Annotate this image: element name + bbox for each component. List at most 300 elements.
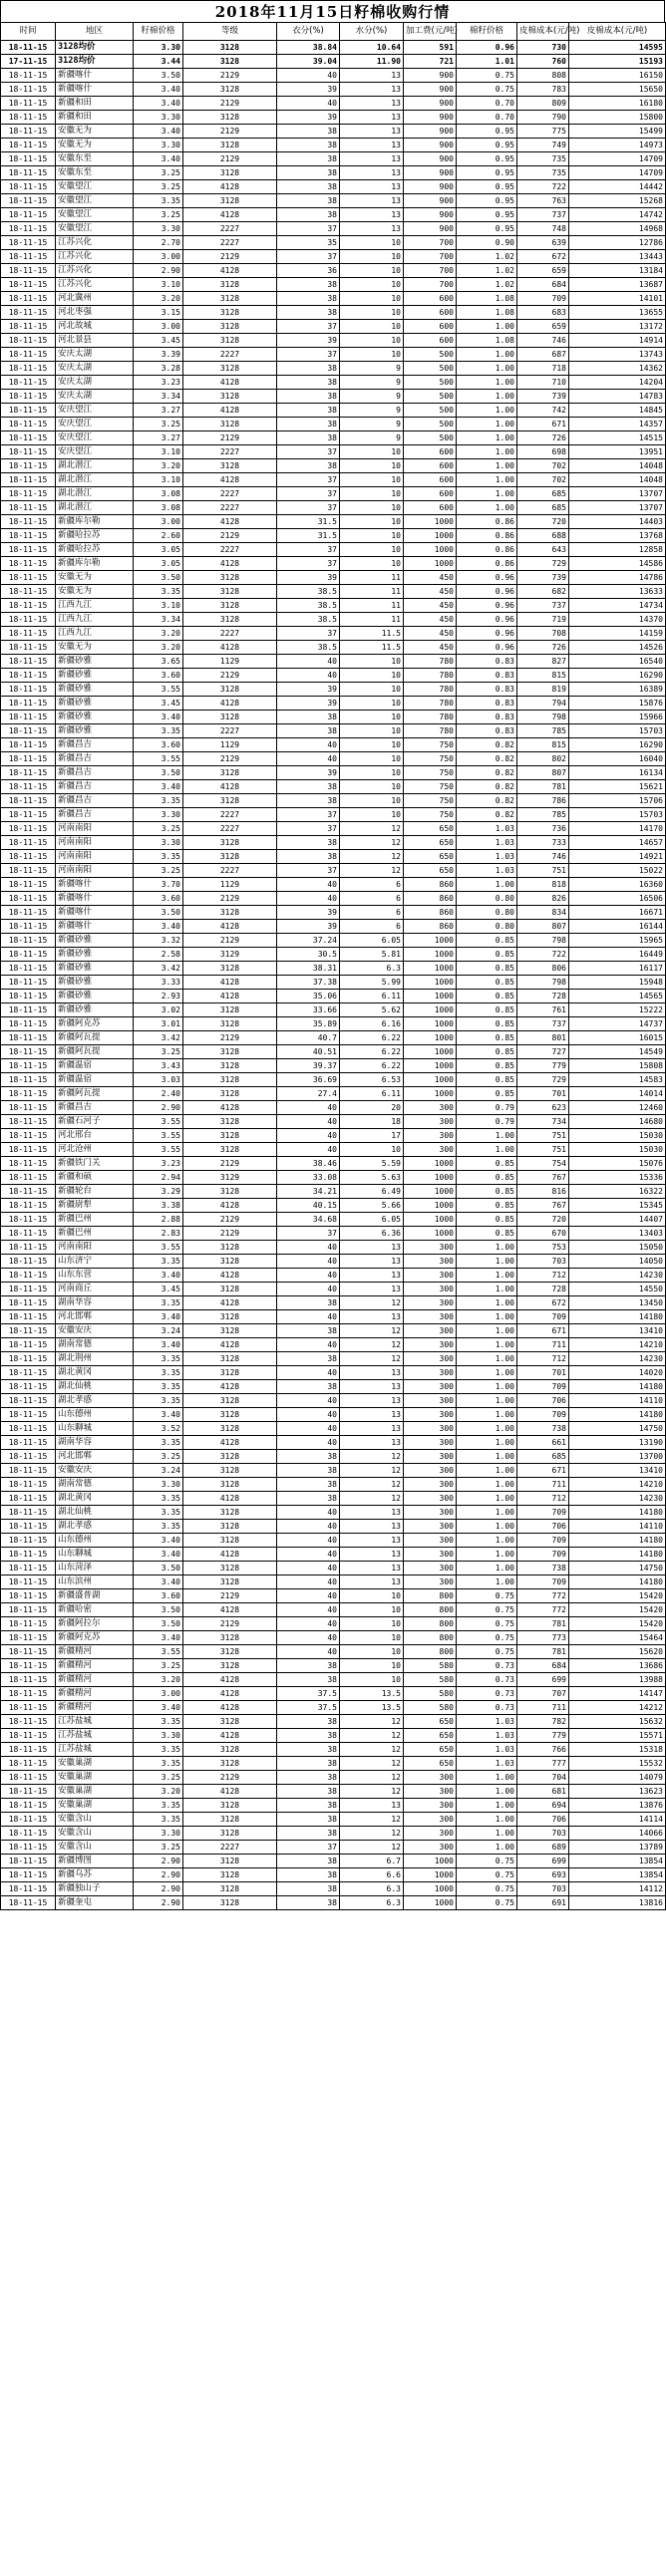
table-row: [1, 69, 666, 83]
cell-lint-percent: 39: [277, 906, 340, 920]
cell-region: 安庆望江: [56, 418, 134, 431]
table-row: [1, 1645, 666, 1659]
cell-date: 18-11-15: [1, 1645, 56, 1659]
cell-moisture: 12: [340, 1785, 404, 1799]
cell-lint-cost-a: 718: [517, 362, 569, 376]
cell-region: 新疆巴州: [56, 1227, 134, 1241]
cell-grade: 3128: [183, 711, 277, 724]
cell-cottonseed-price: 0.96: [457, 571, 517, 585]
cell-moisture: 10: [340, 334, 404, 348]
cell-date: 18-11-15: [1, 711, 56, 724]
table-row: [1, 1255, 666, 1269]
table-row: [1, 655, 666, 669]
cell-grade: 2227: [183, 348, 277, 362]
cell-seed-cotton-price: 3.55: [134, 752, 183, 766]
cell-cottonseed-price: 0.75: [457, 1896, 517, 1910]
cell-lint-percent: 40: [277, 1408, 340, 1422]
table-row: [1, 1534, 666, 1548]
cell-processing-fee: 860: [404, 878, 457, 892]
cell-grade: 2227: [183, 543, 277, 557]
cell-lint-cost-a: 685: [517, 501, 569, 515]
cell-cottonseed-price: 0.70: [457, 97, 517, 111]
cell-lint-cost-b: 13687: [569, 278, 666, 292]
cell-lint-cost-b: 12786: [569, 236, 666, 250]
cell-lint-percent: 38: [277, 1324, 340, 1338]
cell-lint-cost-a: 709: [517, 1408, 569, 1422]
cell-seed-cotton-price: 3.35: [134, 1757, 183, 1771]
cell-processing-fee: 600: [404, 306, 457, 320]
summary-row: [1, 55, 666, 69]
cell-date: 18-11-15: [1, 1771, 56, 1785]
cell-seed-cotton-price: 3.20: [134, 292, 183, 306]
cell-lint-cost-a: 751: [517, 864, 569, 878]
table-row: [1, 1631, 666, 1645]
cell-processing-fee: 300: [404, 1520, 457, 1534]
cell-grade: 2129: [183, 934, 277, 948]
cell-seed-cotton-price: 3.35: [134, 1380, 183, 1394]
cell-lint-cost-a: 746: [517, 850, 569, 864]
cell-lint-percent: 37: [277, 1227, 340, 1241]
cell-processing-fee: 600: [404, 473, 457, 487]
cell-cottonseed-price: 0.75: [457, 1645, 517, 1659]
cell-grade: 2227: [183, 501, 277, 515]
cell-lint-cost-a: 818: [517, 878, 569, 892]
cell-lint-percent: 38: [277, 1743, 340, 1757]
cell-grade: 2227: [183, 822, 277, 836]
table-row: [1, 1659, 666, 1673]
cell-lint-percent: 39: [277, 83, 340, 97]
cell-processing-fee: 300: [404, 1394, 457, 1408]
cell-lint-cost-a: 798: [517, 711, 569, 724]
cell-lint-cost-a: 703: [517, 1882, 569, 1896]
cell-grade: 4128: [183, 1701, 277, 1715]
cell-date: 18-11-15: [1, 1478, 56, 1492]
cell-lint-cost-b: 15571: [569, 1729, 666, 1743]
cell-seed-cotton-price: 3.35: [134, 194, 183, 208]
cell-moisture: 6.36: [340, 1227, 404, 1241]
cell-cottonseed-price: 0.83: [457, 669, 517, 683]
cell-lint-percent: 40: [277, 1645, 340, 1659]
cell-lint-percent: 38: [277, 166, 340, 180]
cell-grade: 3128: [183, 599, 277, 613]
cell-date: 18-11-15: [1, 920, 56, 934]
cell-lint-cost-b: 14180: [569, 1506, 666, 1520]
cell-region: 山东东营: [56, 1269, 134, 1283]
cell-processing-fee: 1000: [404, 1045, 457, 1059]
cell-region: 新疆精河: [56, 1673, 134, 1687]
cell-seed-cotton-price: 3.42: [134, 1031, 183, 1045]
cell-lint-cost-b: 14362: [569, 362, 666, 376]
cell-date: 18-11-15: [1, 1296, 56, 1310]
cell-lint-percent: 40: [277, 878, 340, 892]
cell-processing-fee: 800: [404, 1589, 457, 1603]
table-row: [1, 1464, 666, 1478]
cell-seed-cotton-price: 3.30: [134, 808, 183, 822]
cell-seed-cotton-price: 3.35: [134, 1352, 183, 1366]
cell-processing-fee: 750: [404, 808, 457, 822]
cell-date: 18-11-15: [1, 836, 56, 850]
cell-lint-cost-a: 806: [517, 962, 569, 976]
table-row: [1, 487, 666, 501]
cell-lint-cost-b: 14709: [569, 152, 666, 166]
cell-region: 新疆阿瓦提: [56, 1031, 134, 1045]
cell-lint-cost-a: 698: [517, 445, 569, 459]
cell-date: 18-11-15: [1, 1366, 56, 1380]
cell-lint-cost-a: 746: [517, 334, 569, 348]
cell-moisture: 13: [340, 222, 404, 236]
cell-lint-cost-a: 751: [517, 1129, 569, 1143]
cell-grade: 2227: [183, 445, 277, 459]
cell-region: 安徽巢湖: [56, 1785, 134, 1799]
cell-processing-fee: 300: [404, 1813, 457, 1827]
cell-region: 新疆砂雅: [56, 724, 134, 738]
table-row: [1, 683, 666, 697]
cell-seed-cotton-price: 3.20: [134, 627, 183, 641]
cell-grade: 3129: [183, 1171, 277, 1185]
cell-processing-fee: 750: [404, 766, 457, 780]
cell-date: 18-11-15: [1, 976, 56, 990]
cell-region: 新疆砂雅: [56, 1003, 134, 1017]
cell-grade: 3128: [183, 166, 277, 180]
cell-lint-cost-a: 670: [517, 1227, 569, 1241]
cell-lint-percent: 40: [277, 1394, 340, 1408]
cell-region: 新疆砂雅: [56, 976, 134, 990]
cell-lint-percent: 30.5: [277, 948, 340, 962]
cell-seed-cotton-price: 3.25: [134, 1659, 183, 1673]
cell-seed-cotton-price: 3.35: [134, 1799, 183, 1813]
cell-region: 河北沧州: [56, 1143, 134, 1157]
cell-region: 山东济宁: [56, 1255, 134, 1269]
cell-cottonseed-price: 0.85: [457, 1199, 517, 1213]
cell-moisture: 5.81: [340, 948, 404, 962]
cell-lint-percent: 38: [277, 1757, 340, 1771]
table-row: [1, 613, 666, 627]
cell-lint-cost-a: 720: [517, 1213, 569, 1227]
cell-moisture: 13: [340, 1506, 404, 1520]
cell-lint-cost-b: 14210: [569, 1478, 666, 1492]
cell-cottonseed-price: 0.95: [457, 180, 517, 194]
cell-lint-percent: 38: [277, 194, 340, 208]
cell-lint-cost-a: 827: [517, 655, 569, 669]
cell-lint-cost-a: 685: [517, 487, 569, 501]
cell-region: 新疆和硕: [56, 1171, 134, 1185]
cell-date: 18-11-15: [1, 208, 56, 222]
cell-region: 新疆喀什: [56, 920, 134, 934]
cell-seed-cotton-price: 3.25: [134, 1841, 183, 1855]
cell-lint-cost-a: 684: [517, 1659, 569, 1673]
cell-moisture: 9: [340, 390, 404, 404]
cell-cottonseed-price: 1.03: [457, 864, 517, 878]
cell-lint-percent: 37.38: [277, 976, 340, 990]
cell-lint-cost-b: 15876: [569, 697, 666, 711]
cell-grade: 3128: [183, 1827, 277, 1841]
cell-seed-cotton-price: 2.90: [134, 1882, 183, 1896]
cell-lint-cost-a: 671: [517, 1324, 569, 1338]
cell-seed-cotton-price: 3.29: [134, 1185, 183, 1199]
cell-moisture: 10: [340, 655, 404, 669]
cell-grade: 3129: [183, 948, 277, 962]
cell-lint-cost-b: 14742: [569, 208, 666, 222]
cell-moisture: 13: [340, 152, 404, 166]
cell-moisture: 13: [340, 194, 404, 208]
cell-lint-cost-a: 711: [517, 1478, 569, 1492]
cell-region: 安徽巢湖: [56, 1771, 134, 1785]
cell-cottonseed-price: 0.79: [457, 1101, 517, 1115]
table-row: [1, 1296, 666, 1310]
cell-processing-fee: 1000: [404, 1003, 457, 1017]
cell-processing-fee: 450: [404, 627, 457, 641]
table-row: [1, 1422, 666, 1436]
cell-date: 18-11-15: [1, 571, 56, 585]
cell-lint-cost-b: 13707: [569, 487, 666, 501]
cell-seed-cotton-price: 3.50: [134, 571, 183, 585]
cell-cottonseed-price: 0.85: [457, 948, 517, 962]
cell-processing-fee: 650: [404, 836, 457, 850]
table-row: [1, 236, 666, 250]
cell-processing-fee: 580: [404, 1687, 457, 1701]
cell-region: 安徽巢湖: [56, 1799, 134, 1813]
table-row: [1, 1478, 666, 1492]
cell-lint-cost-b: 15706: [569, 794, 666, 808]
cell-lint-percent: 40: [277, 97, 340, 111]
header-moisture: 水分(%): [340, 23, 404, 41]
cell-lint-cost-b: 13450: [569, 1296, 666, 1310]
cell-lint-cost-b: 13988: [569, 1673, 666, 1687]
cell-lint-cost-b: 16015: [569, 1031, 666, 1045]
cell-cottonseed-price: 0.85: [457, 962, 517, 976]
cell-grade: 4128: [183, 264, 277, 278]
cell-lint-cost-b: 14586: [569, 557, 666, 571]
cell-seed-cotton-price: 3.15: [134, 306, 183, 320]
cell-lint-cost-b: 15222: [569, 1003, 666, 1017]
cell-lint-percent: 40: [277, 1310, 340, 1324]
cell-lint-cost-a: 709: [517, 292, 569, 306]
cell-moisture: 5.59: [340, 1157, 404, 1171]
cell-cottonseed-price: 1.03: [457, 1729, 517, 1743]
cell-date: 18-11-15: [1, 1450, 56, 1464]
cell-region: 安庆太湖: [56, 362, 134, 376]
cell-moisture: 6.16: [340, 1017, 404, 1031]
cell-lint-percent: 36: [277, 264, 340, 278]
cell-seed-cotton-price: 3.25: [134, 1771, 183, 1785]
cell-lint-cost-b: 14180: [569, 1310, 666, 1324]
cell-lint-cost-b: 15965: [569, 934, 666, 948]
cell-cottonseed-price: 1.00: [457, 431, 517, 445]
cell-seed-cotton-price: 3.40: [134, 1631, 183, 1645]
cell-grade: 3128: [183, 1868, 277, 1882]
cell-processing-fee: 800: [404, 1631, 457, 1645]
cell-seed-cotton-price: 3.60: [134, 892, 183, 906]
cell-moisture: 13: [340, 1422, 404, 1436]
cell-grade: 3128: [183, 1575, 277, 1589]
cell-moisture: 6.49: [340, 1185, 404, 1199]
cell-cottonseed-price: 0.85: [457, 1087, 517, 1101]
cell-processing-fee: 900: [404, 222, 457, 236]
cell-cottonseed-price: 1.00: [457, 1352, 517, 1366]
cell-processing-fee: 300: [404, 1422, 457, 1436]
table-row: [1, 1771, 666, 1785]
cell-seed-cotton-price: 3.55: [134, 1129, 183, 1143]
cell-grade: 3128: [183, 1073, 277, 1087]
cell-cottonseed-price: 0.85: [457, 1003, 517, 1017]
cell-lint-cost-b: 14407: [569, 1213, 666, 1227]
header-row: [1, 23, 666, 41]
cell-region: 安徽无为: [56, 585, 134, 599]
cell-lint-cost-b: 15621: [569, 780, 666, 794]
cell-seed-cotton-price: 3.40: [134, 97, 183, 111]
cell-moisture: 13: [340, 111, 404, 125]
cell-lint-cost-b: 15420: [569, 1589, 666, 1603]
cell-region: 湖北荆州: [56, 1352, 134, 1366]
cell-lint-percent: 40: [277, 738, 340, 752]
cell-cottonseed-price: 1.00: [457, 1283, 517, 1296]
table-row: [1, 376, 666, 390]
cell-cottonseed-price: 0.95: [457, 139, 517, 152]
cell-lint-percent: 40: [277, 1338, 340, 1352]
cell-lint-percent: 39: [277, 920, 340, 934]
cell-seed-cotton-price: 3.55: [134, 683, 183, 697]
cell-grade: 3128: [183, 278, 277, 292]
table-row: [1, 473, 666, 487]
cell-region: 湖南华容: [56, 1296, 134, 1310]
cell-lint-cost-b: 14212: [569, 1701, 666, 1715]
cell-grade: 2227: [183, 222, 277, 236]
cell-lint-cost-b: 13816: [569, 1896, 666, 1910]
cell-lint-cost-b: 14783: [569, 390, 666, 404]
cell-seed-cotton-price: 3.27: [134, 404, 183, 418]
cell-lint-cost-b: 12858: [569, 543, 666, 557]
cell-lint-cost-b: 14565: [569, 990, 666, 1003]
cell-lint-percent: 38: [277, 850, 340, 864]
cell-date: 18-11-15: [1, 683, 56, 697]
cell-grade: 4128: [183, 1296, 277, 1310]
cell-grade: 3128: [183, 1059, 277, 1073]
cell-lint-cost-a: 807: [517, 920, 569, 934]
cell-lint-cost-a: 689: [517, 1841, 569, 1855]
cell-lint-cost-b: 13184: [569, 264, 666, 278]
cell-seed-cotton-price: 3.00: [134, 320, 183, 334]
cell-seed-cotton-price: 3.30: [134, 111, 183, 125]
cell-seed-cotton-price: 3.40: [134, 1338, 183, 1352]
cell-cottonseed-price: 0.85: [457, 1073, 517, 1087]
cell-lint-percent: 40: [277, 1129, 340, 1143]
cell-cottonseed-price: 0.96: [457, 613, 517, 627]
cell-lint-percent: 38: [277, 208, 340, 222]
cell-moisture: 5.63: [340, 1171, 404, 1185]
cell-date: 18-11-15: [1, 418, 56, 431]
cell-lint-cost-b: 14709: [569, 166, 666, 180]
cell-lint-cost-a: 798: [517, 934, 569, 948]
table-row: [1, 627, 666, 641]
cell-lint-cost-b: 14180: [569, 1575, 666, 1589]
cell-lint-cost-b: 14750: [569, 1422, 666, 1436]
table-row: [1, 1394, 666, 1408]
table-row: [1, 1171, 666, 1185]
cell-lint-cost-a: 711: [517, 1701, 569, 1715]
cell-cottonseed-price: 0.95: [457, 152, 517, 166]
cell-lint-cost-a: 671: [517, 1464, 569, 1478]
table-row: [1, 264, 666, 278]
cell-lint-percent: 40: [277, 1269, 340, 1283]
cell-cottonseed-price: 1.00: [457, 1380, 517, 1394]
table-row: [1, 1729, 666, 1743]
cell-lint-cost-b: 15703: [569, 808, 666, 822]
cell-date: 18-11-15: [1, 1422, 56, 1436]
cell-grade: 3128: [183, 1506, 277, 1520]
cell-cottonseed-price: 0.86: [457, 543, 517, 557]
cell-seed-cotton-price: 3.50: [134, 906, 183, 920]
table-row: [1, 850, 666, 864]
cell-lint-cost-a: 734: [517, 1115, 569, 1129]
cell-region: 江苏兴化: [56, 236, 134, 250]
cell-date: 18-11-15: [1, 1269, 56, 1283]
cell-date: 18-11-15: [1, 1562, 56, 1575]
cell-processing-fee: 600: [404, 292, 457, 306]
cell-seed-cotton-price: 3.03: [134, 1073, 183, 1087]
cell-lint-percent: 38: [277, 1729, 340, 1743]
cell-seed-cotton-price: 2.60: [134, 529, 183, 543]
cell-moisture: 6.53: [340, 1073, 404, 1087]
cell-date: 18-11-15: [1, 599, 56, 613]
cell-cottonseed-price: 1.00: [457, 1129, 517, 1143]
cell-lint-percent: 37.24: [277, 934, 340, 948]
cell-lint-cost-a: 761: [517, 1003, 569, 1017]
cell-moisture: 9: [340, 362, 404, 376]
cell-processing-fee: 1000: [404, 529, 457, 543]
cell-seed-cotton-price: 3.44: [134, 55, 183, 69]
cell-lint-cost-b: 14180: [569, 1408, 666, 1422]
cell-lint-cost-a: 782: [517, 1715, 569, 1729]
cell-date: 18-11-15: [1, 641, 56, 655]
cell-date: 18-11-15: [1, 376, 56, 390]
cell-lint-cost-a: 691: [517, 1896, 569, 1910]
cell-processing-fee: 650: [404, 864, 457, 878]
cell-lint-percent: 37: [277, 501, 340, 515]
table-row: [1, 1408, 666, 1422]
cell-seed-cotton-price: 3.30: [134, 1478, 183, 1492]
cell-lint-percent: 38: [277, 152, 340, 166]
table-row: [1, 808, 666, 822]
cell-region: 新疆昌吉: [56, 808, 134, 822]
cell-region: 湖北仙桃: [56, 1506, 134, 1520]
cell-cottonseed-price: 1.01: [457, 55, 517, 69]
table-row: [1, 1338, 666, 1352]
cell-processing-fee: 300: [404, 1492, 457, 1506]
cell-lint-cost-b: 15948: [569, 976, 666, 990]
cell-lint-cost-b: 15336: [569, 1171, 666, 1185]
cell-cottonseed-price: 1.00: [457, 1827, 517, 1841]
cell-lint-percent: 37: [277, 320, 340, 334]
cell-date: 18-11-15: [1, 1589, 56, 1603]
cell-region: 安徽望江: [56, 208, 134, 222]
cell-region: 安庆太湖: [56, 376, 134, 390]
cell-lint-cost-a: 712: [517, 1492, 569, 1506]
cell-seed-cotton-price: 3.70: [134, 878, 183, 892]
cell-seed-cotton-price: 3.05: [134, 557, 183, 571]
cell-cottonseed-price: 1.00: [457, 1478, 517, 1492]
cell-processing-fee: 300: [404, 1785, 457, 1799]
cell-grade: 3128: [183, 55, 277, 69]
cell-region: 安庆望江: [56, 431, 134, 445]
table-row: [1, 1017, 666, 1031]
cell-moisture: 12: [340, 836, 404, 850]
cell-region: 新疆奎屯: [56, 1896, 134, 1910]
cell-lint-cost-b: 14657: [569, 836, 666, 850]
cell-moisture: 12: [340, 1450, 404, 1464]
cell-region: 安徽巢湖: [56, 1757, 134, 1771]
cell-seed-cotton-price: 3.35: [134, 1492, 183, 1506]
cell-region: 新疆精河: [56, 1687, 134, 1701]
